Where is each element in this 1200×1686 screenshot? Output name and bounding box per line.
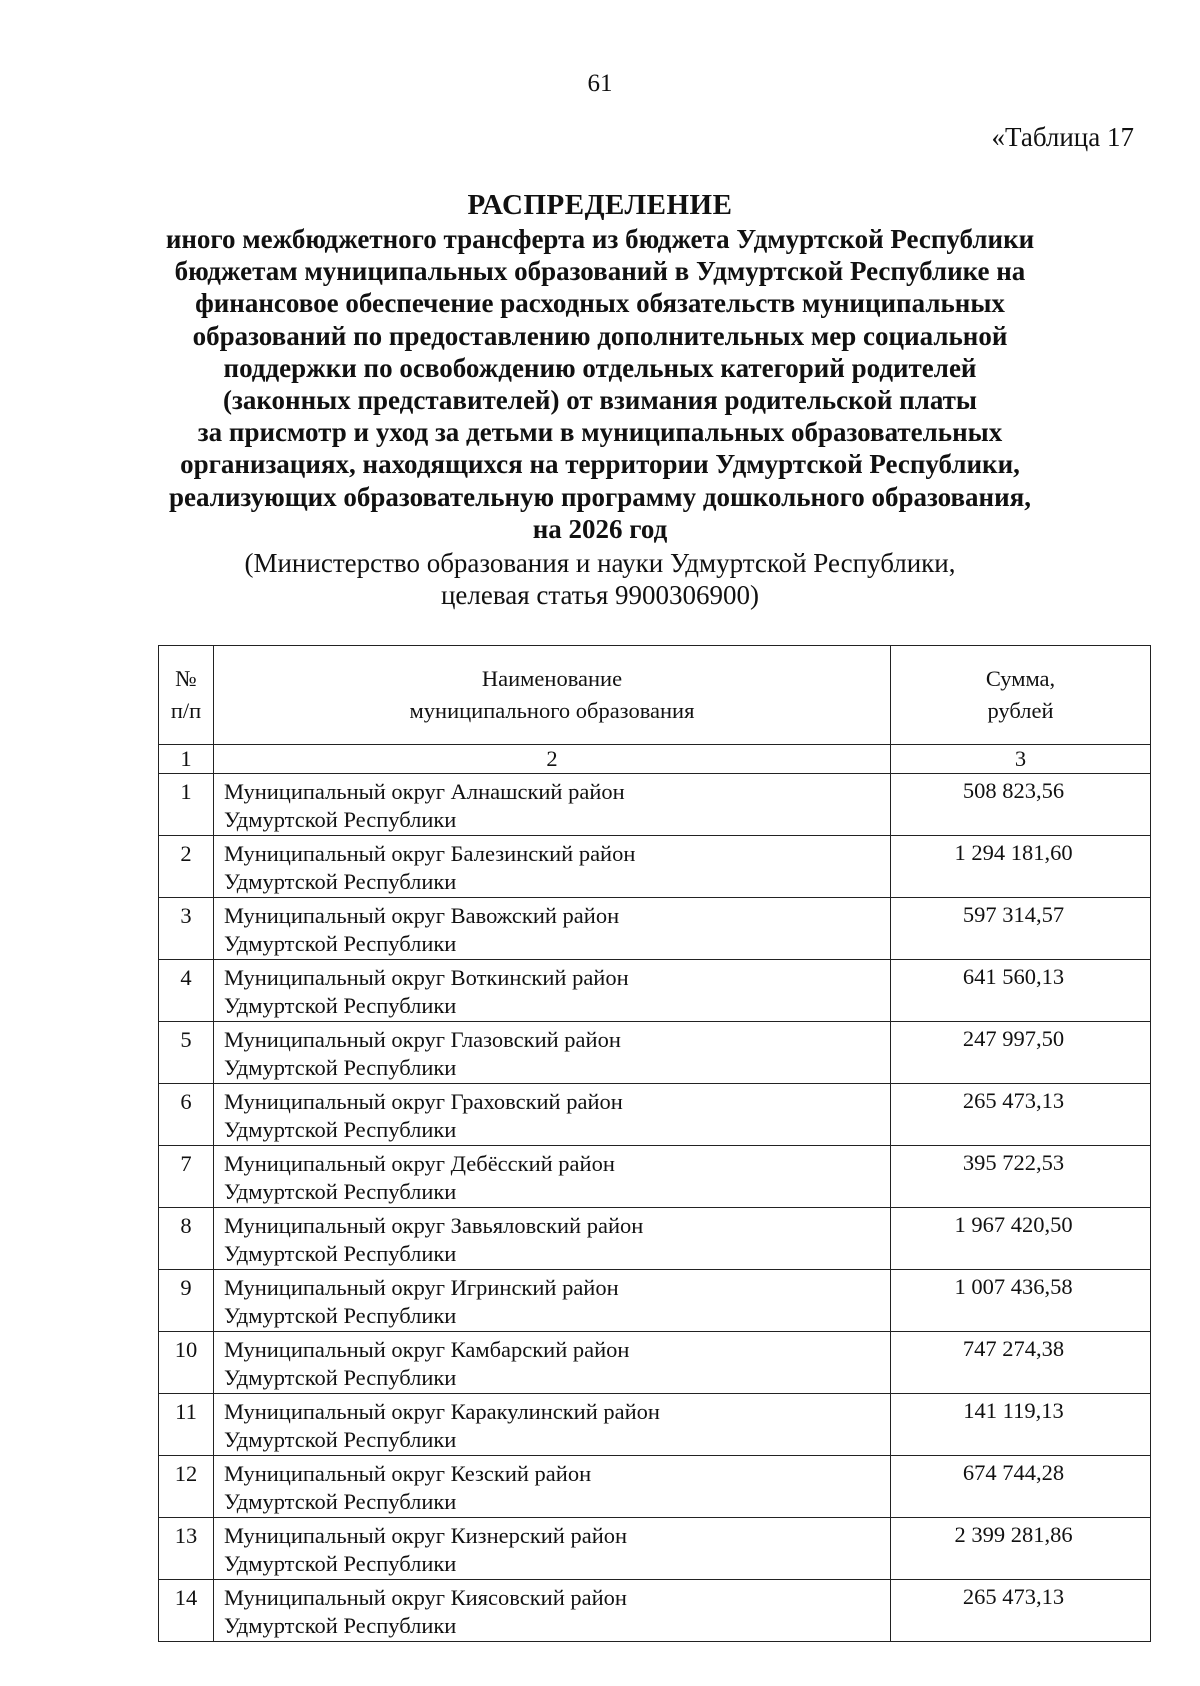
page-number: 61 <box>587 70 613 97</box>
ministry-note <box>150 547 1050 611</box>
table-header-row <box>159 646 1151 745</box>
municipality-name-line: Муниципальный округ Алнашский район <box>224 779 625 804</box>
table-row <box>159 1580 1151 1642</box>
document-subtitle <box>150 223 1050 545</box>
subtitle-line: поддержки по освобождению отдельных категорий родителей <box>223 352 977 383</box>
amount-rubles: 395 722,53 <box>891 1146 1151 1208</box>
row-number: 6 <box>159 1084 214 1146</box>
municipality-name-line: Удмуртской Республики <box>224 807 457 832</box>
municipality-name-line: Муниципальный округ Кизнерский район <box>224 1523 628 1548</box>
row-number: 14 <box>159 1580 214 1642</box>
municipality-name <box>214 1394 891 1456</box>
row-number: 11 <box>159 1394 214 1456</box>
header-num <box>159 646 214 745</box>
municipality-name-line: Удмуртской Республики <box>224 1303 457 1328</box>
municipality-name <box>214 1518 891 1580</box>
municipality-name-line: Муниципальный округ Завьяловский район <box>224 1213 644 1238</box>
municipality-name <box>214 1146 891 1208</box>
table-row <box>159 898 1151 960</box>
municipality-name <box>214 898 891 960</box>
municipality-name-line: Муниципальный округ Игринский район <box>224 1275 619 1300</box>
row-number: 10 <box>159 1332 214 1394</box>
municipality-name <box>214 1456 891 1518</box>
municipality-name-line: Муниципальный округ Камбарский район <box>224 1337 630 1362</box>
amount-rubles: 265 473,13 <box>891 1580 1151 1642</box>
header-num-line: п/п <box>170 698 202 723</box>
table-row <box>159 1456 1151 1518</box>
subtitle-line: финансовое обеспечение расходных обязательств муниципальных <box>195 288 1005 319</box>
subtitle-line: на 2026 год <box>532 513 668 544</box>
municipality-name <box>214 1208 891 1270</box>
amount-rubles: 747 274,38 <box>891 1332 1151 1394</box>
ministry-line: (Министерство образования и науки Удмуртской Республики, <box>244 548 956 579</box>
header-num-line: № <box>175 666 197 691</box>
row-number: 4 <box>159 960 214 1022</box>
index-cell: 1 <box>159 745 214 774</box>
ministry-line: целевая статья 9900306900) <box>440 580 760 611</box>
amount-rubles: 641 560,13 <box>891 960 1151 1022</box>
subtitle-line: (законных представителей) от взимания родительской платы <box>222 385 978 416</box>
table-row <box>159 774 1151 836</box>
subtitle-line: образований по предоставлению дополнительных мер социальной <box>192 320 1008 351</box>
header-sum-line: Сумма, <box>985 666 1056 691</box>
municipality-name-line: Муниципальный округ Воткинский район <box>224 965 629 990</box>
table-row <box>159 1270 1151 1332</box>
table-row <box>159 1084 1151 1146</box>
municipality-name <box>214 1022 891 1084</box>
document-header <box>150 188 1050 611</box>
municipality-name <box>214 1270 891 1332</box>
table-row <box>159 960 1151 1022</box>
index-cell: 2 <box>214 745 891 774</box>
municipality-name-line: Удмуртской Республики <box>224 1613 457 1638</box>
municipality-name-line: Удмуртской Республики <box>224 1241 457 1266</box>
table-row <box>159 1022 1151 1084</box>
document-title: РАСПРЕДЕЛЕНИЕ <box>467 189 733 221</box>
municipality-name-line: Удмуртской Республики <box>224 1551 457 1576</box>
row-number: 1 <box>159 774 214 836</box>
municipality-name-line: Удмуртской Республики <box>224 1055 457 1080</box>
table-row <box>159 1208 1151 1270</box>
index-cell: 3 <box>891 745 1151 774</box>
table-row <box>159 836 1151 898</box>
municipality-name-line: Удмуртской Республики <box>224 1365 457 1390</box>
municipality-name <box>214 836 891 898</box>
municipality-name <box>214 1084 891 1146</box>
municipality-name <box>214 774 891 836</box>
municipality-name <box>214 1580 891 1642</box>
row-number: 2 <box>159 836 214 898</box>
amount-rubles: 1 007 436,58 <box>891 1270 1151 1332</box>
amount-rubles: 508 823,56 <box>891 774 1151 836</box>
header-sum <box>891 646 1151 745</box>
table-label: «Таблица 17 <box>991 122 1134 152</box>
header-sum-line: рублей <box>987 698 1054 723</box>
municipality-name <box>214 1332 891 1394</box>
municipality-name-line: Муниципальный округ Каракулинский район <box>224 1399 660 1424</box>
table-row <box>159 1518 1151 1580</box>
amount-rubles: 1 967 420,50 <box>891 1208 1151 1270</box>
municipality-name <box>214 960 891 1022</box>
amount-rubles: 1 294 181,60 <box>891 836 1151 898</box>
amount-rubles: 247 997,50 <box>891 1022 1151 1084</box>
municipality-name-line: Удмуртской Республики <box>224 993 457 1018</box>
municipality-name-line: Муниципальный округ Балезинский район <box>224 841 636 866</box>
municipality-name-line: Муниципальный округ Кезский район <box>224 1461 592 1486</box>
municipality-name-line: Удмуртской Республики <box>224 931 457 956</box>
table-row <box>159 1394 1151 1456</box>
municipality-name-line: Удмуртской Республики <box>224 1117 457 1142</box>
row-number: 9 <box>159 1270 214 1332</box>
table-row <box>159 1146 1151 1208</box>
municipality-name-line: Муниципальный округ Глазовский район <box>224 1027 621 1052</box>
table-index-row <box>159 745 1151 774</box>
row-number: 12 <box>159 1456 214 1518</box>
table-row <box>159 1332 1151 1394</box>
row-number: 13 <box>159 1518 214 1580</box>
municipality-name-line: Муниципальный округ Дебёсский район <box>224 1151 615 1176</box>
row-number: 8 <box>159 1208 214 1270</box>
subtitle-line: иного межбюджетного трансферта из бюджета Удмуртской Республики <box>165 224 1035 254</box>
header-name-line: Наименование <box>481 666 623 691</box>
row-number: 3 <box>159 898 214 960</box>
amount-rubles: 2 399 281,86 <box>891 1518 1151 1580</box>
amount-rubles: 265 473,13 <box>891 1084 1151 1146</box>
municipality-name-line: Удмуртской Республики <box>224 869 457 894</box>
subtitle-line: за присмотр и уход за детьми в муниципальных образовательных <box>197 417 1003 448</box>
subtitle-line: реализующих образовательную программу дошкольного образования, <box>168 481 1032 512</box>
municipality-name-line: Удмуртской Республики <box>224 1179 457 1204</box>
amount-rubles: 141 119,13 <box>891 1394 1151 1456</box>
header-name-line: муниципального образования <box>409 698 695 723</box>
amount-rubles: 674 744,28 <box>891 1456 1151 1518</box>
row-number: 7 <box>159 1146 214 1208</box>
header-name <box>214 646 891 745</box>
subtitle-line: бюджетам муниципальных образований в Удмуртской Республике на <box>174 256 1026 287</box>
municipality-name-line: Муниципальный округ Граховский район <box>224 1089 623 1114</box>
municipality-name-line: Удмуртской Республики <box>224 1489 457 1514</box>
row-number: 5 <box>159 1022 214 1084</box>
subtitle-line: организациях, находящихся на территории Удмуртской Республики, <box>180 449 1020 480</box>
amount-rubles: 597 314,57 <box>891 898 1151 960</box>
municipality-name-line: Удмуртской Республики <box>224 1427 457 1452</box>
municipality-name-line: Муниципальный округ Киясовский район <box>224 1585 627 1610</box>
distribution-table <box>158 645 1151 1642</box>
municipality-name-line: Муниципальный округ Вавожский район <box>224 903 620 928</box>
